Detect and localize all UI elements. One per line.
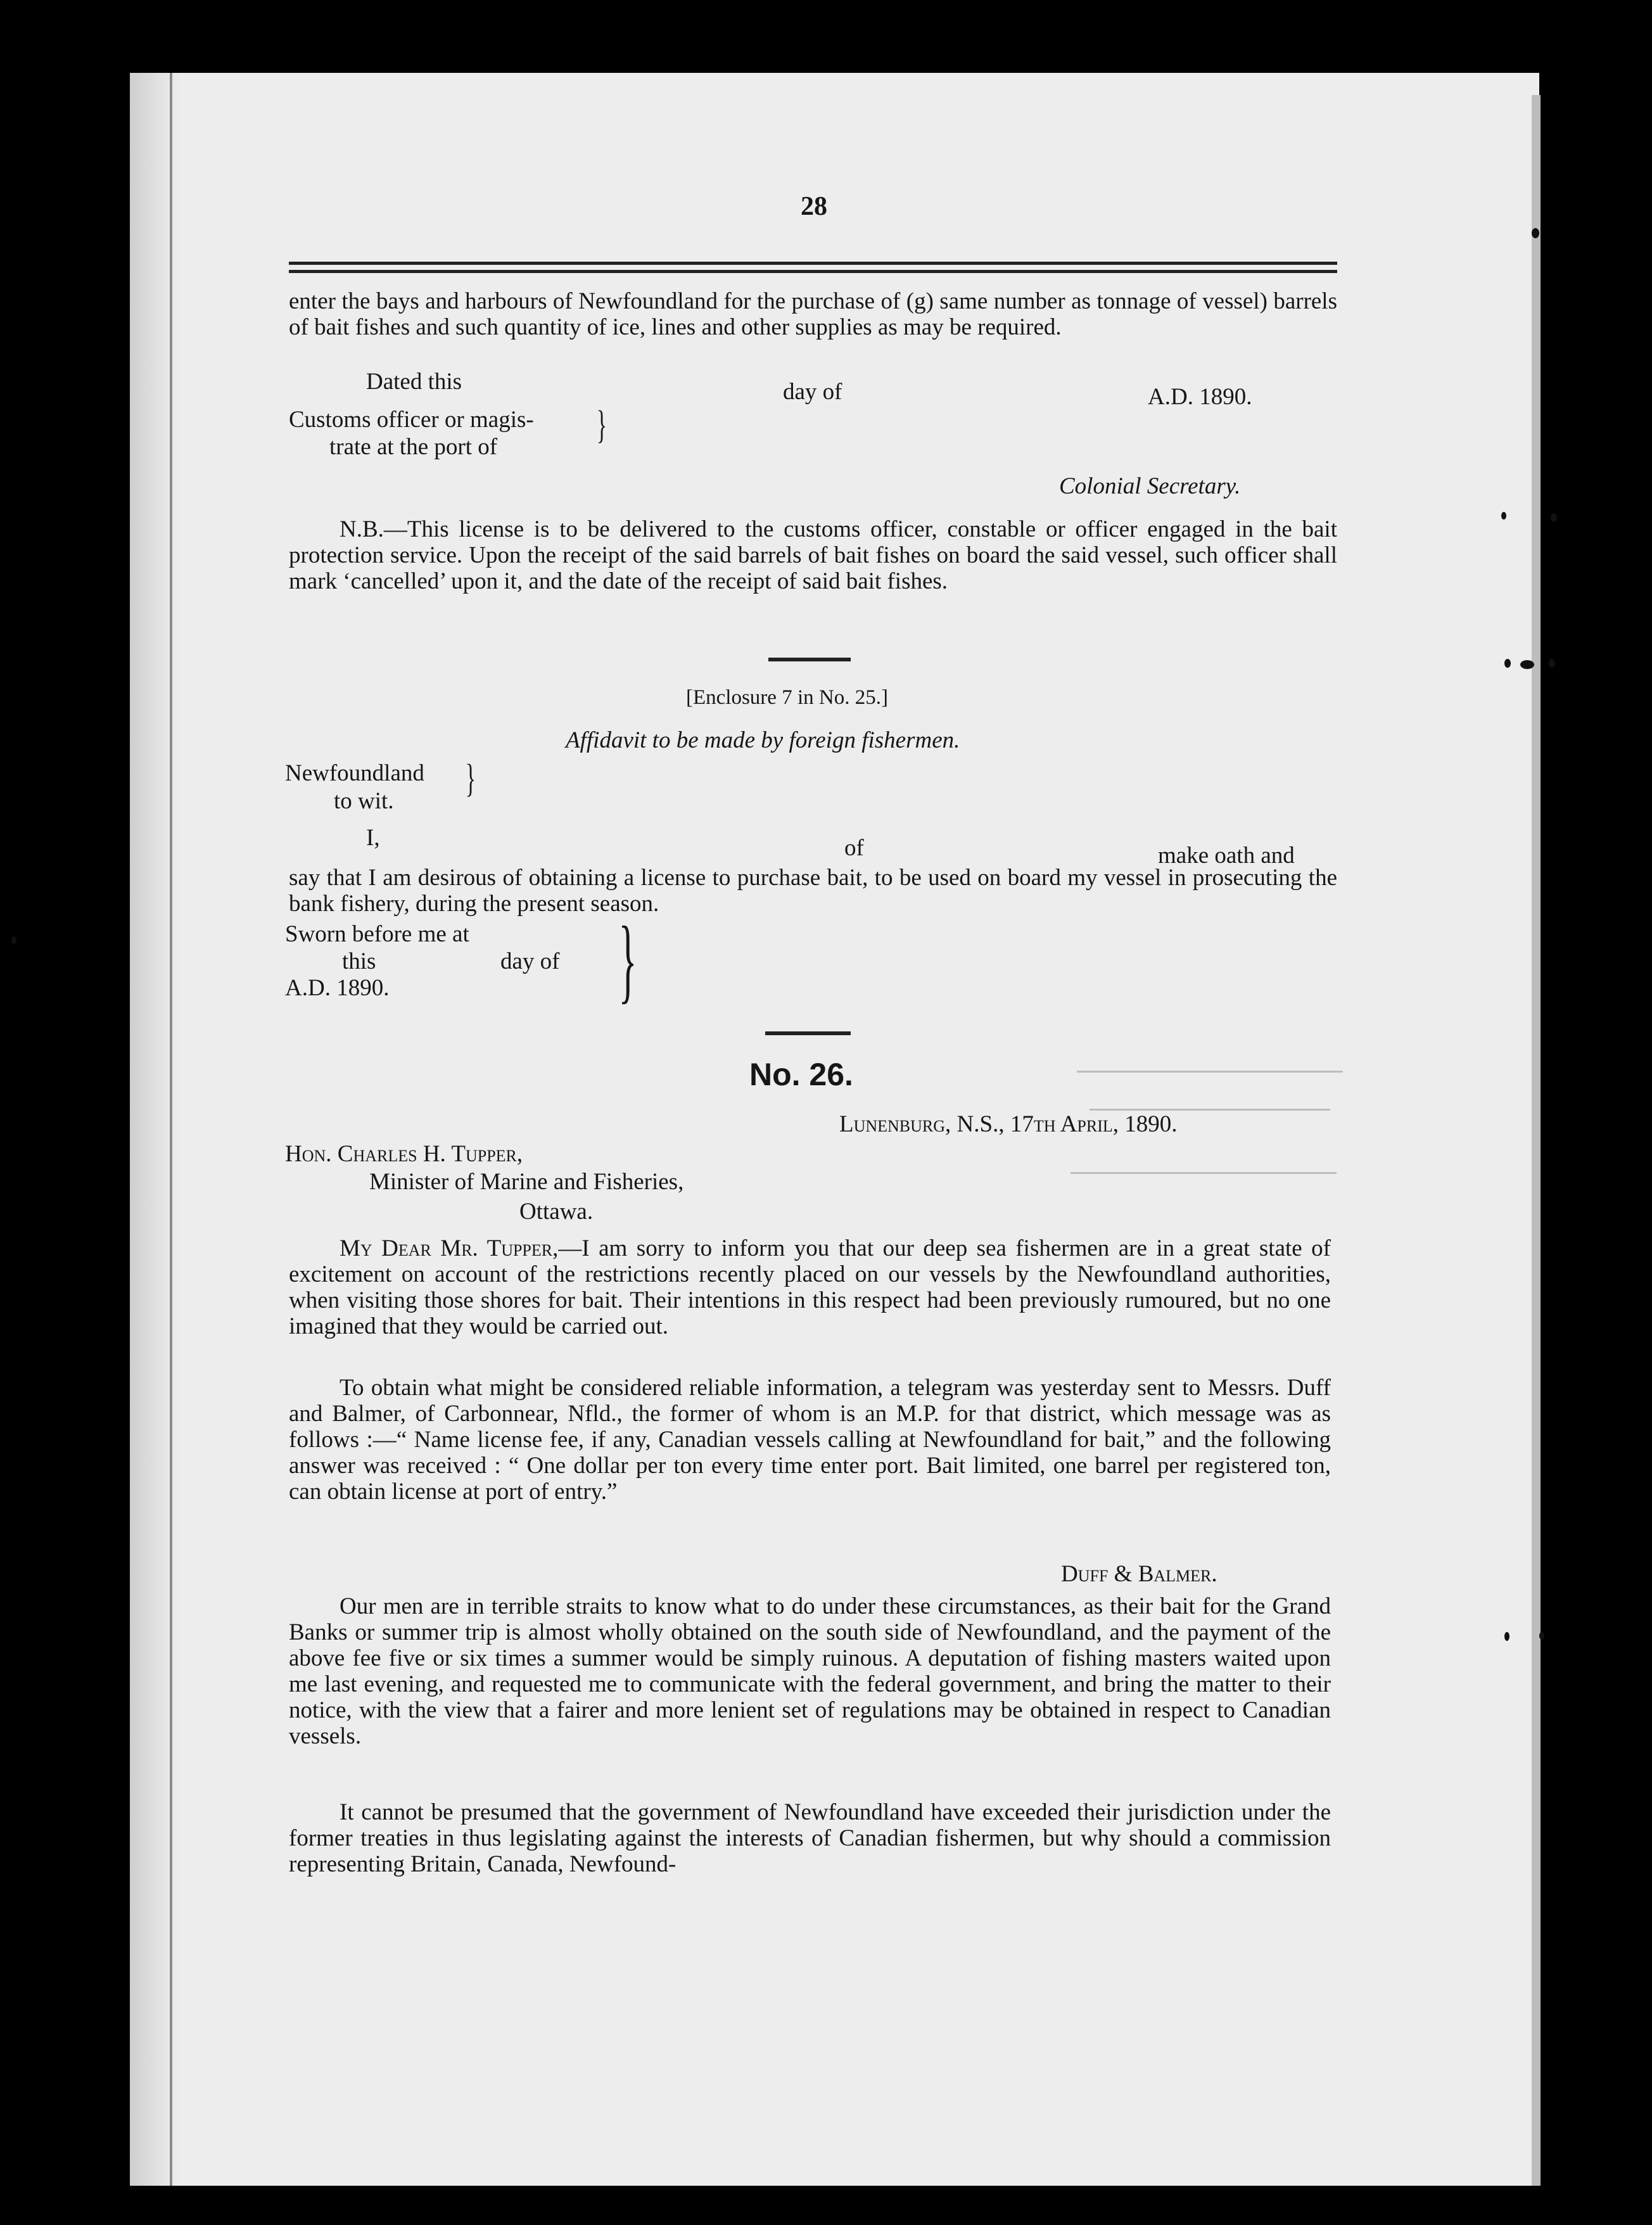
scan-speck xyxy=(11,936,16,944)
dated-this-label: Dated this xyxy=(366,369,462,395)
addressee-title: Minister of Marine and Fisheries, xyxy=(369,1169,684,1195)
scan-speck xyxy=(1504,1632,1509,1641)
addressee-city: Ottawa. xyxy=(519,1199,594,1225)
sworn-year-label: A.D. 1890. xyxy=(285,975,390,1001)
letter-paragraph-1 xyxy=(289,1235,1331,1339)
make-oath-text: make oath and xyxy=(1158,843,1295,869)
license-body-text: enter the bays and harbours of Newfoundland for the purchase of (g) same number as tonnage of vessel) barrels of bait fishes and such quantity of ice, lines and other supplies as may be required. xyxy=(289,288,1337,340)
day-of-label: day of xyxy=(783,379,842,405)
letter-paragraph-2: To obtain what might be considered reliable information, a telegram was yesterday sent to Messrs. Duff and Balmer, of Carbonnear, Nfld., the former of whom is an M.P. for that district, which message was as follows :—“ Name license fee, if any, Canadian vessels calling at Newfoundland for bait,” and the following answer was received : “ One dollar per ton every time enter port. Bait limited, one barrel per registered ton, can obtain license at port of entry.” xyxy=(289,1375,1331,1505)
customs-officer-line: Customs officer or magis- xyxy=(289,407,534,433)
bleed-through-mark xyxy=(1071,1172,1337,1174)
nb-paragraph: N.B.—This license is to be delivered to the customs officer, constable or officer engaged in the bait protection service. Upon the receipt of the said barrels of bait fishes on board the said vessel, such officer shall mark ‘cancelled’ upon it, and the date of the receipt of said bait fishes. xyxy=(289,516,1337,594)
sworn-this-label: this xyxy=(342,948,376,974)
scan-speck xyxy=(1551,513,1557,522)
scan-speck xyxy=(1504,659,1511,668)
right-brace: } xyxy=(596,404,607,447)
page-gutter-shadow xyxy=(130,73,181,2186)
scan-speck xyxy=(1539,1632,1544,1640)
letter-place-date: Lunenburg, N.S., 17th April, 1890. xyxy=(839,1111,1178,1137)
section-divider xyxy=(768,658,851,661)
affidavit-title: Affidavit to be made by foreign fishermen. xyxy=(566,727,960,753)
venue-to-wit: to wit. xyxy=(334,788,394,814)
telegram-signature: Duff & Balmer. xyxy=(1061,1561,1217,1587)
page-number: 28 xyxy=(801,192,827,221)
right-brace: } xyxy=(618,907,637,1012)
right-brace: } xyxy=(465,757,476,800)
paragraph-1-text: —I am sorry to inform you that our deep sea fishermen are in a great state of excitement on account of the restrictions recently placed on our vessels by the Newfoundland authorities, when visiting those shores for bait. Their intentions in this respect had been previously rumoured, but no one imagined that they would be carried out. xyxy=(289,1235,1331,1339)
year-label: A.D. 1890. xyxy=(1148,384,1252,410)
salutation: My Dear Mr. Tupper, xyxy=(340,1235,559,1261)
binding-line xyxy=(170,73,172,2186)
letter-number-heading: No. 26. xyxy=(749,1057,853,1092)
sworn-before-line: Sworn before me at xyxy=(285,921,469,947)
affiant-of: of xyxy=(844,835,864,861)
venue-newfoundland: Newfoundland xyxy=(285,760,424,786)
scan-speck xyxy=(1549,659,1555,668)
page-right-edge xyxy=(1532,95,1541,2186)
affidavit-body-text: say that I am desirous of obtaining a license to purchase bait, to be used on board my vessel in prosecuting the bank fishery, during the present season. xyxy=(289,865,1337,917)
section-divider xyxy=(765,1031,851,1035)
sworn-day-of-label: day of xyxy=(500,948,560,974)
scan-speck xyxy=(1501,512,1506,520)
colonial-secretary-signature: Colonial Secretary. xyxy=(1059,473,1241,499)
affiant-i: I, xyxy=(366,825,380,851)
port-of-line: trate at the port of xyxy=(329,434,498,460)
scan-speck xyxy=(1520,660,1534,669)
letter-paragraph-3: Our men are in terrible straits to know what to do under these circumstances, as their bait for the Grand Banks or summer trip is almost wholly obtained on the south side of Newfoundland, and the payment of the above fee five or six times a summer would be simply ruinous. A deputation of fishing masters waited upon me last evening, and requested me to communicate with the federal government, and bring the matter to their notice, with the view that a fairer and more lenient set of regulations may be obtained in respect to Canadian vessels. xyxy=(289,1593,1331,1749)
header-double-rule xyxy=(289,262,1337,273)
bleed-through-mark xyxy=(1077,1071,1343,1073)
enclosure-label: [Enclosure 7 in No. 25.] xyxy=(686,686,888,709)
letter-paragraph-4: It cannot be presumed that the government of Newfoundland have exceeded their jurisdiction under the former treaties in thus legislating against the interests of Canadian fishermen, but why should a commission representing Britain, Canada, Newfound- xyxy=(289,1799,1331,1877)
addressee-name: Hon. Charles H. Tupper, xyxy=(285,1141,523,1167)
scan-speck xyxy=(1532,228,1539,238)
